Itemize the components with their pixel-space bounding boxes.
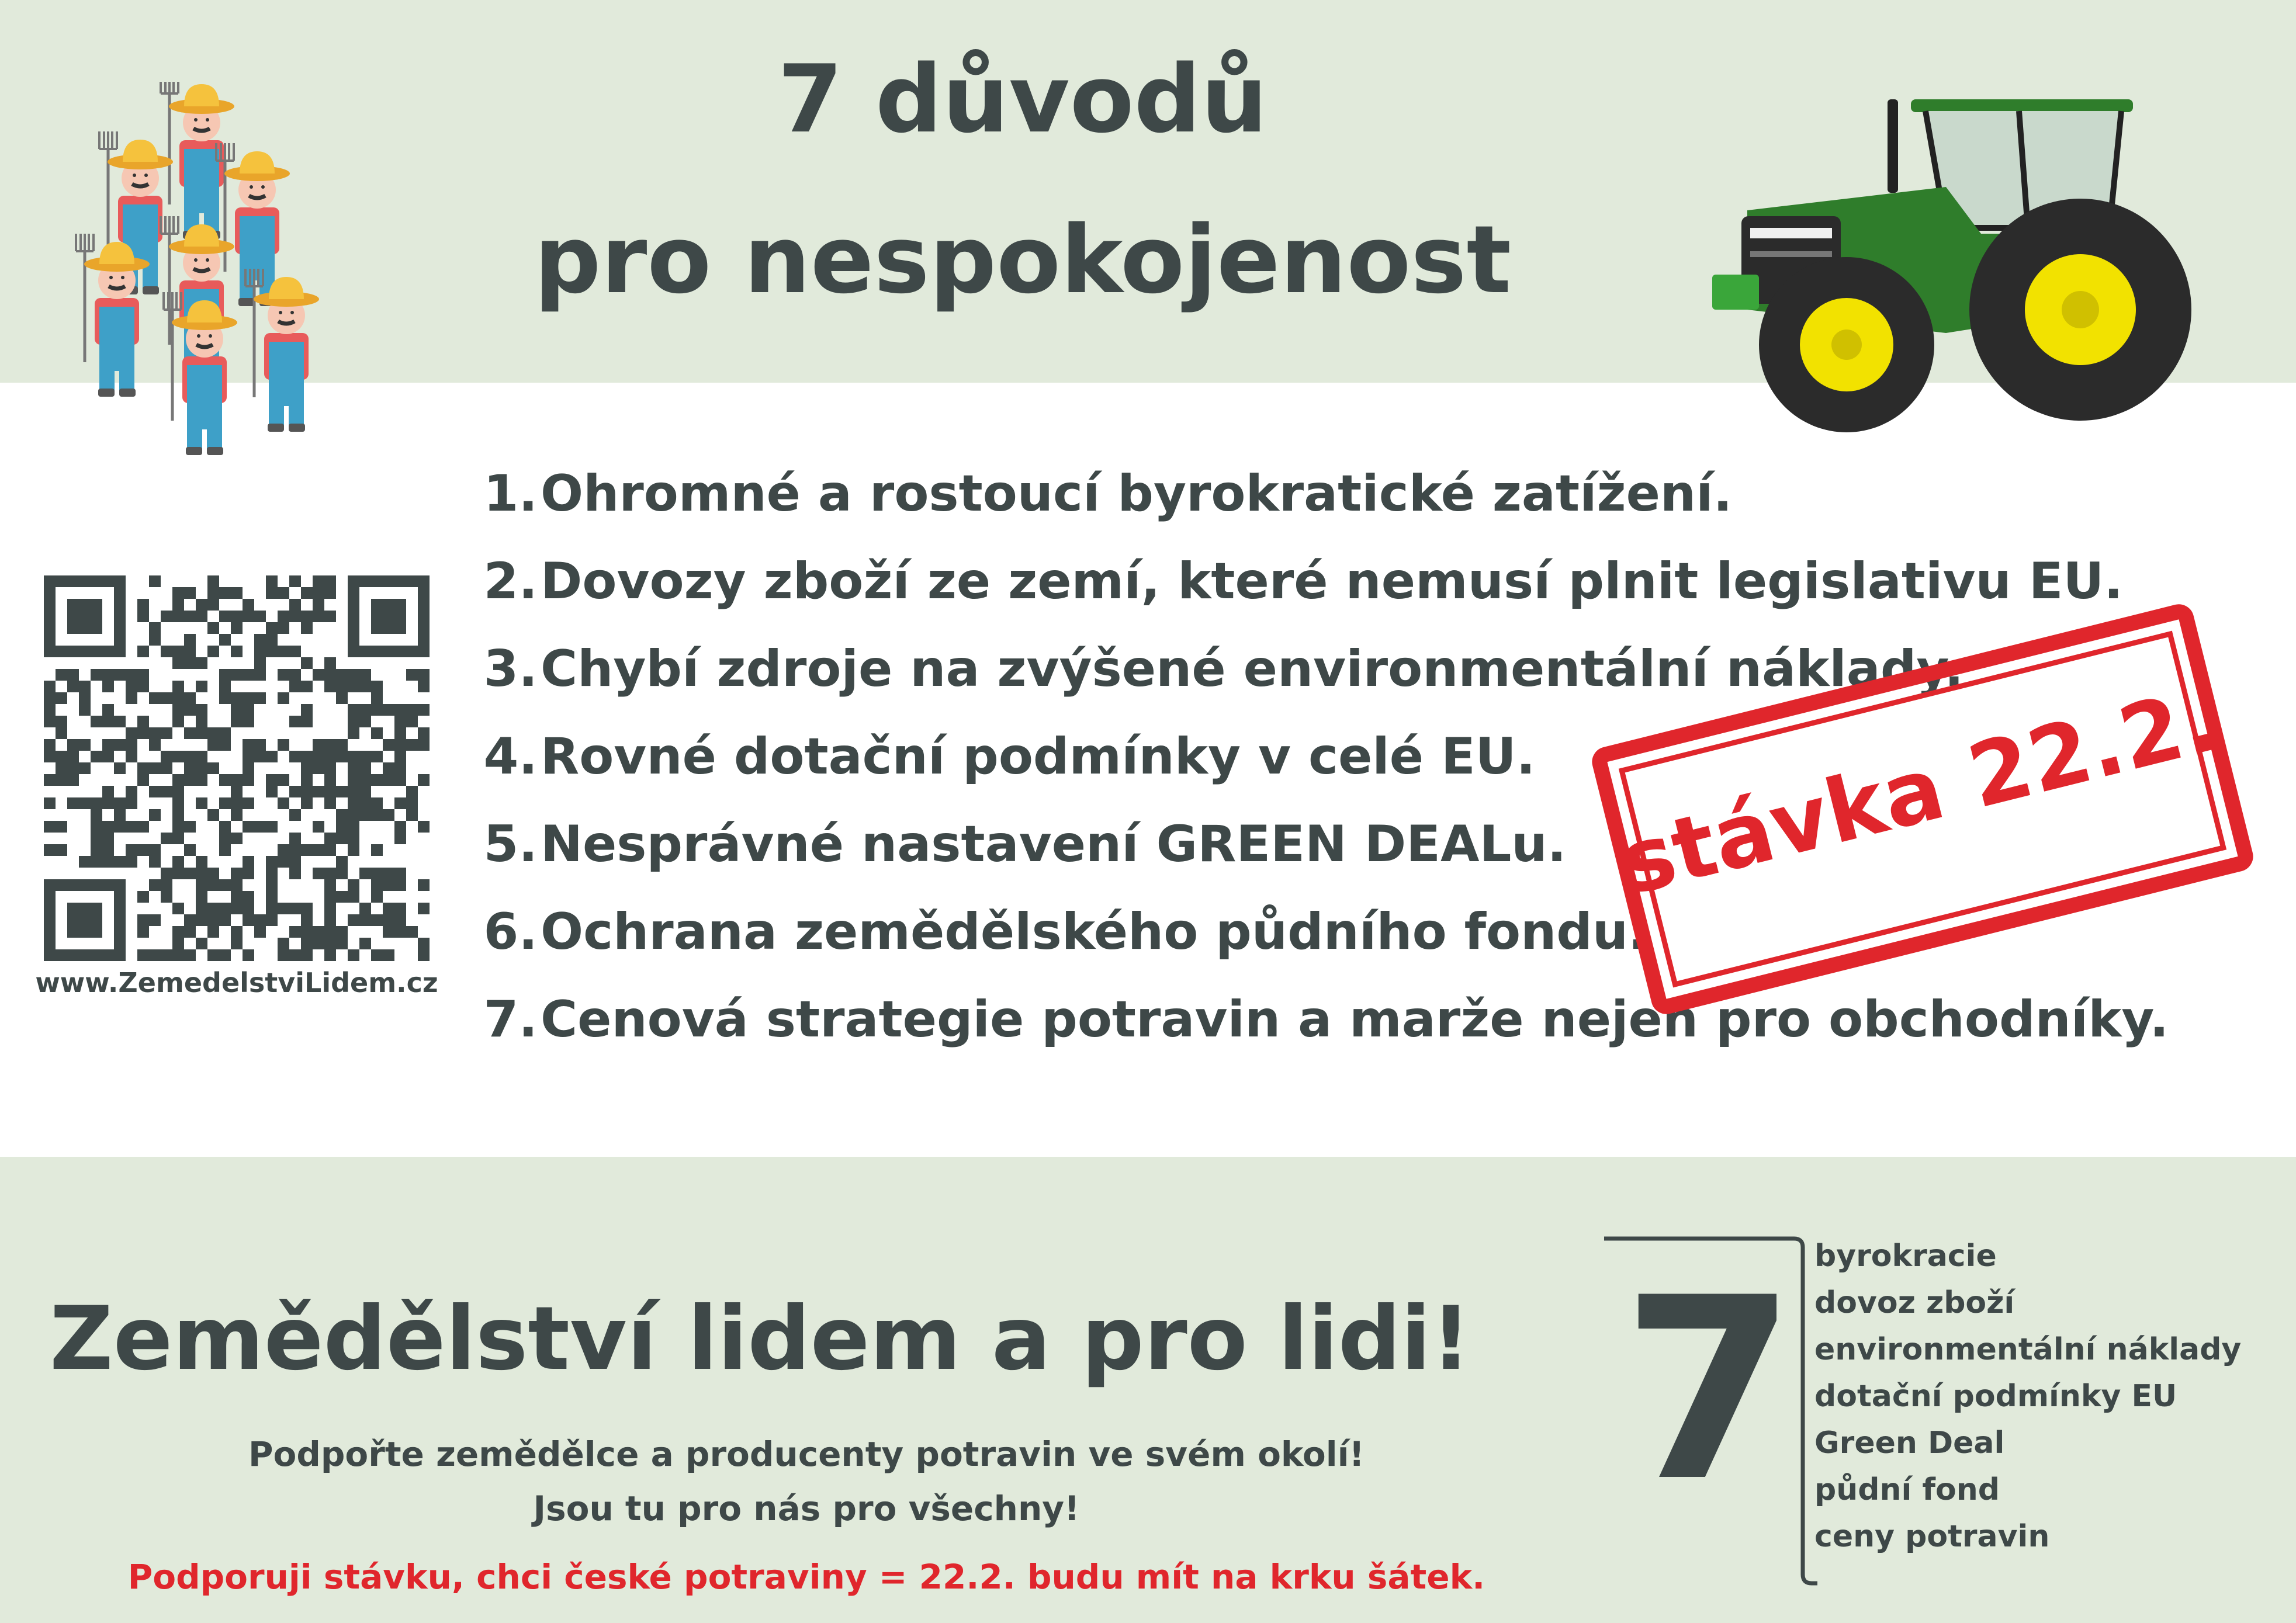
- reason-number: 4.: [483, 727, 538, 786]
- big-number-seven: 7: [1622, 1244, 1797, 1537]
- reason-item: [473, 537, 2169, 625]
- keyword-item: Green Deal: [1814, 1426, 2005, 1461]
- farmers-icon: [53, 82, 356, 491]
- slogan: Zemědělství lidem a pro lidi!: [50, 1288, 1471, 1390]
- reason-number: 6.: [483, 903, 538, 961]
- title-line-2: pro nespokojenost: [534, 205, 1512, 314]
- reason-text: Nesprávné nastavení GREEN DEALu.: [541, 815, 1567, 873]
- reason-text: Ohromné a rostoucí byrokratické zatížení.: [541, 464, 1733, 523]
- reason-number: 7.: [483, 990, 538, 1049]
- qr-code-icon[interactable]: [44, 575, 430, 961]
- reason-number: 1.: [483, 464, 538, 523]
- keyword-item: dovoz zboží: [1814, 1285, 2015, 1320]
- reason-text: Ochrana zemědělského půdního fondu.: [541, 903, 1647, 961]
- tractor-icon: [1701, 88, 2226, 438]
- reason-number: 5.: [483, 815, 538, 873]
- reason-text: Rovné dotační podmínky v celé EU.: [541, 727, 1536, 786]
- reason-text: Dovozy zboží ze zemí, které nemusí plnit legislativu EU.: [541, 552, 2123, 611]
- stamp-text: stávka 22.2.: [1611, 669, 2226, 915]
- reason-item: [473, 450, 2169, 537]
- keyword-item: dotační podmínky EU: [1814, 1379, 2177, 1414]
- reason-text: Cenová strategie potravin a marže nejen pro obchodníky.: [541, 990, 2169, 1049]
- keywords-list: [1814, 1233, 2241, 1560]
- support-line-1: Podpořte zemědělce a producenty potravin ve svém okolí!: [248, 1434, 1365, 1474]
- reason-text: Chybí zdroje na zvýšené environmentální náklady.: [541, 640, 1964, 698]
- keyword-item: půdní fond: [1814, 1472, 2000, 1507]
- keyword-item: ceny potravin: [1814, 1519, 2050, 1554]
- keyword-item: byrokracie: [1814, 1239, 1997, 1274]
- keyword-item: environmentální náklady: [1814, 1332, 2242, 1367]
- support-line-2: Jsou tu pro nás pro všechny!: [533, 1489, 1080, 1528]
- title-line-1: 7 důvodů: [777, 44, 1268, 154]
- website-url[interactable]: www.ZemedelstviLidem.cz: [35, 967, 438, 998]
- reason-number: 3.: [483, 640, 538, 698]
- strike-line: Podporuji stávku, chci české potraviny = 22.2. budu mít na krku šátek.: [127, 1557, 1485, 1597]
- reason-number: 2.: [483, 552, 538, 611]
- reason-item: [473, 976, 2169, 1063]
